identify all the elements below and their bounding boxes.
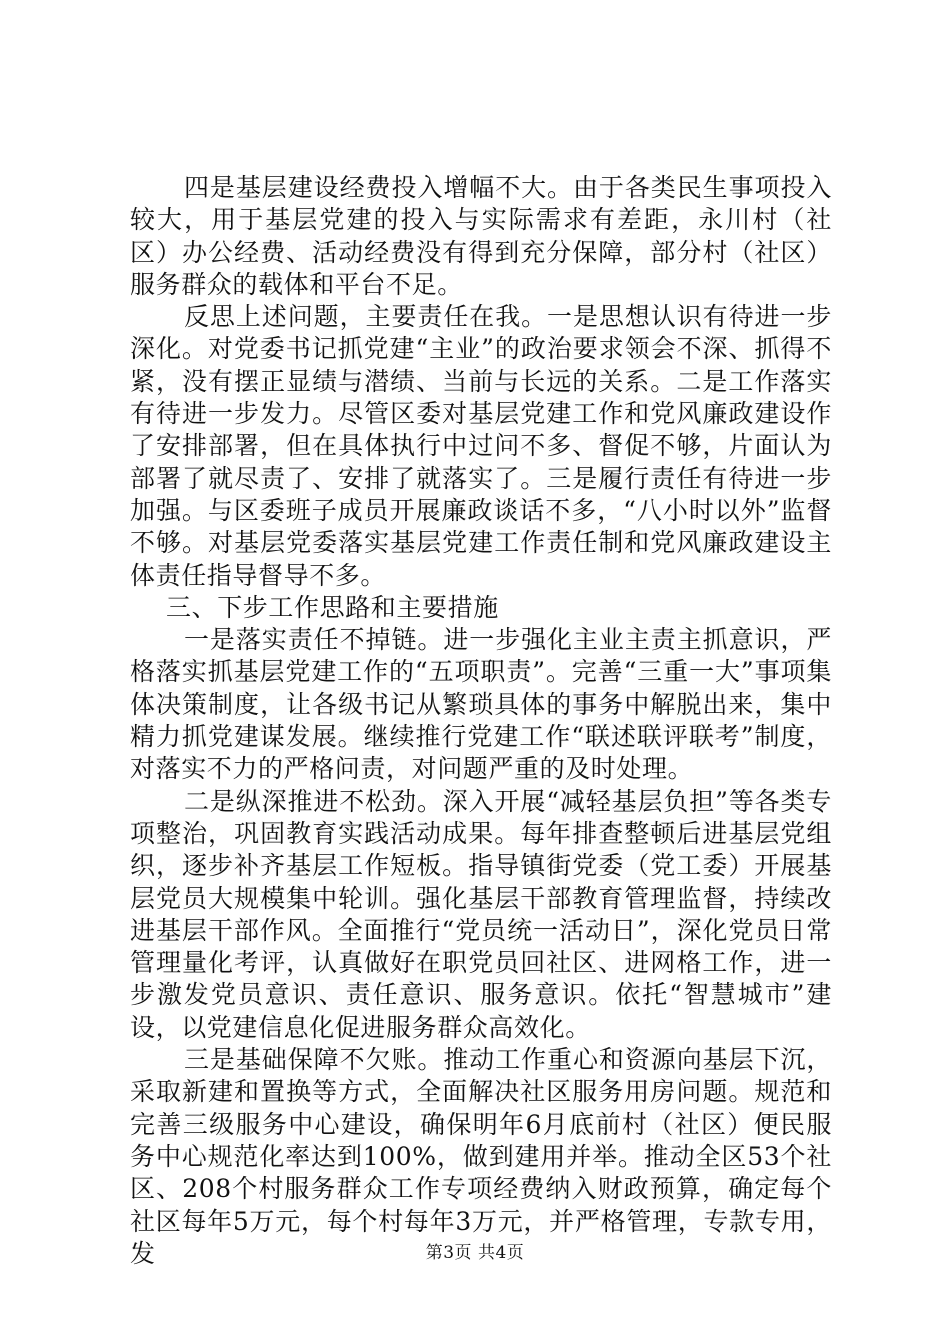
- paragraph-measure-one: 一是落实责任不掉链。进一步强化主业主责主抓意识，严格落实抓基层党建工作的“五项职责”。完善“三重一大”事项集体决策制度，让各级书记从繁琐具体的事务中解脱出来，集中精力抓党建谋发展。继续推行党建工作“联述联评联考”制度，对落实不力的严格问责，对问题严重的及时处理。: [130, 625, 832, 784]
- paragraph-measure-two: 二是纵深推进不松劲。深入开展“减轻基层负担”等各类专项整治，巩固教育实践活动成果。每年排查整顿后进基层党组织，逐步补齐基层工作短板。指导镇街党委（党工委）开展基层党员大规模集中轮训。强化基层干部教育管理监督，持续改进基层干部作风。全面推行“党员统一活动日”，深化党员日常管理量化考评，认真做好在职党员回社区、进网格工作，进一步激发党员意识、责任意识、服务意识。依托“智慧城市”建设，以党建信息化促进服务群众高效化。: [130, 786, 832, 1042]
- section-heading: 三、下步工作思路和主要措施: [166, 592, 499, 622]
- paragraph-self-reflection: 反思上述问题，主要责任在我。一是思想认识有待进一步深化。对党委书记抓党建“主业”的政治要求领会不深、抓得不紧，没有摆正显绩与潜绩、当前与长远的关系。二是工作落实有待进一步发力。尽管区委对基层党建工作和党风廉政建设作了安排部署，但在具体执行中过问不多、督促不够，片面认为部署了就尽责了、安排了就落实了。三是履行责任有待进一步加强。与区委班子成员开展廉政谈话不多，“八小时以外”监督不够。对基层党委落实基层党建工作责任制和党风廉政建设主体责任指导督导不多。: [130, 302, 832, 590]
- document-body: [130, 172, 832, 1270]
- paragraph-funding-issue: 四是基层建设经费投入增幅不大。由于各类民生事项投入较大，用于基层党建的投入与实际需求有差距，永川村（社区）办公经费、活动经费没有得到充分保障，部分村（社区）服务群众的载体和平台不足。: [130, 173, 832, 299]
- paragraph-measure-three: 三是基础保障不欠账。推动工作重心和资源向基层下沉，采取新建和置换等方式，全面解决社区服务用房问题。规范和完善三级服务中心建设，确保明年6月底前村（社区）便民服务中心规范化率达到100%，做到建用并举。推动全区53个社区、208个村服务群众工作专项经费纳入财政预算，确定每个社区每年5万元，每个村每年3万元，并严格管理，专款专用，发: [130, 1045, 832, 1268]
- page-footer: 第3页 共4页: [425, 1243, 525, 1263]
